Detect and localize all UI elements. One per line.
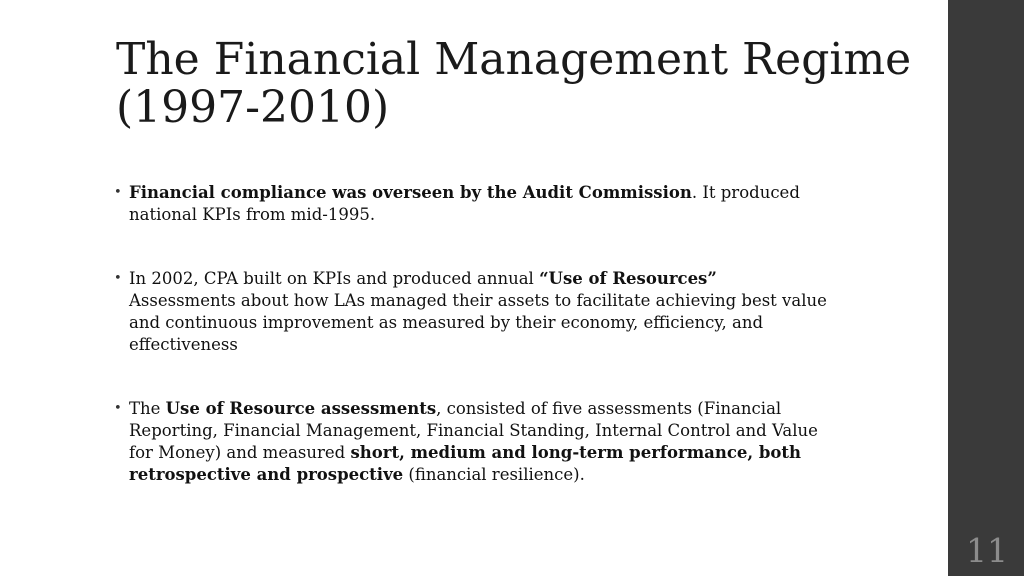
sidebar-panel xyxy=(948,0,1024,576)
bullet-1-bold: Financial compliance was overseen by the Audit Commission xyxy=(129,183,692,202)
bullet-list xyxy=(112,182,827,486)
bullet-2-bold: “Use of Resources” xyxy=(539,269,717,288)
bullet-1-text: . It produced national KPIs from mid-1995. xyxy=(129,183,800,224)
bullet-3-bold-a: Use of Resource assessments xyxy=(165,399,437,418)
bullet-2-text-b: Assessments about how LAs managed their assets to facilitate achieving best value and continuous improvement as measured by their economy, efficiency, and effectiveness xyxy=(129,291,827,354)
bullet-item-cpa xyxy=(112,268,827,356)
bullet-3-bold-b: short, medium and long-term performance, both retrospective and prospective xyxy=(129,443,802,484)
slide-title xyxy=(116,36,916,132)
title-line-1: The Financial Management Regime xyxy=(116,34,912,85)
title-line-2: (1997-2010) xyxy=(116,82,390,133)
bullet-2-text-a: In 2002, CPA built on KPIs and produced annual xyxy=(129,269,540,288)
bullet-3-text-c: (financial resilience). xyxy=(403,465,585,484)
page-number: 11 xyxy=(966,531,1008,570)
bullet-3-text-a: The xyxy=(129,399,166,418)
bullet-item-use-of-resource xyxy=(112,398,827,486)
bullet-3-text-b: , consisted of five assessments (Financial Reporting, Financial Management, Financial Standing, Internal Control and Value for Money) and measured xyxy=(129,399,818,462)
bullet-item-audit-commission xyxy=(112,182,827,226)
